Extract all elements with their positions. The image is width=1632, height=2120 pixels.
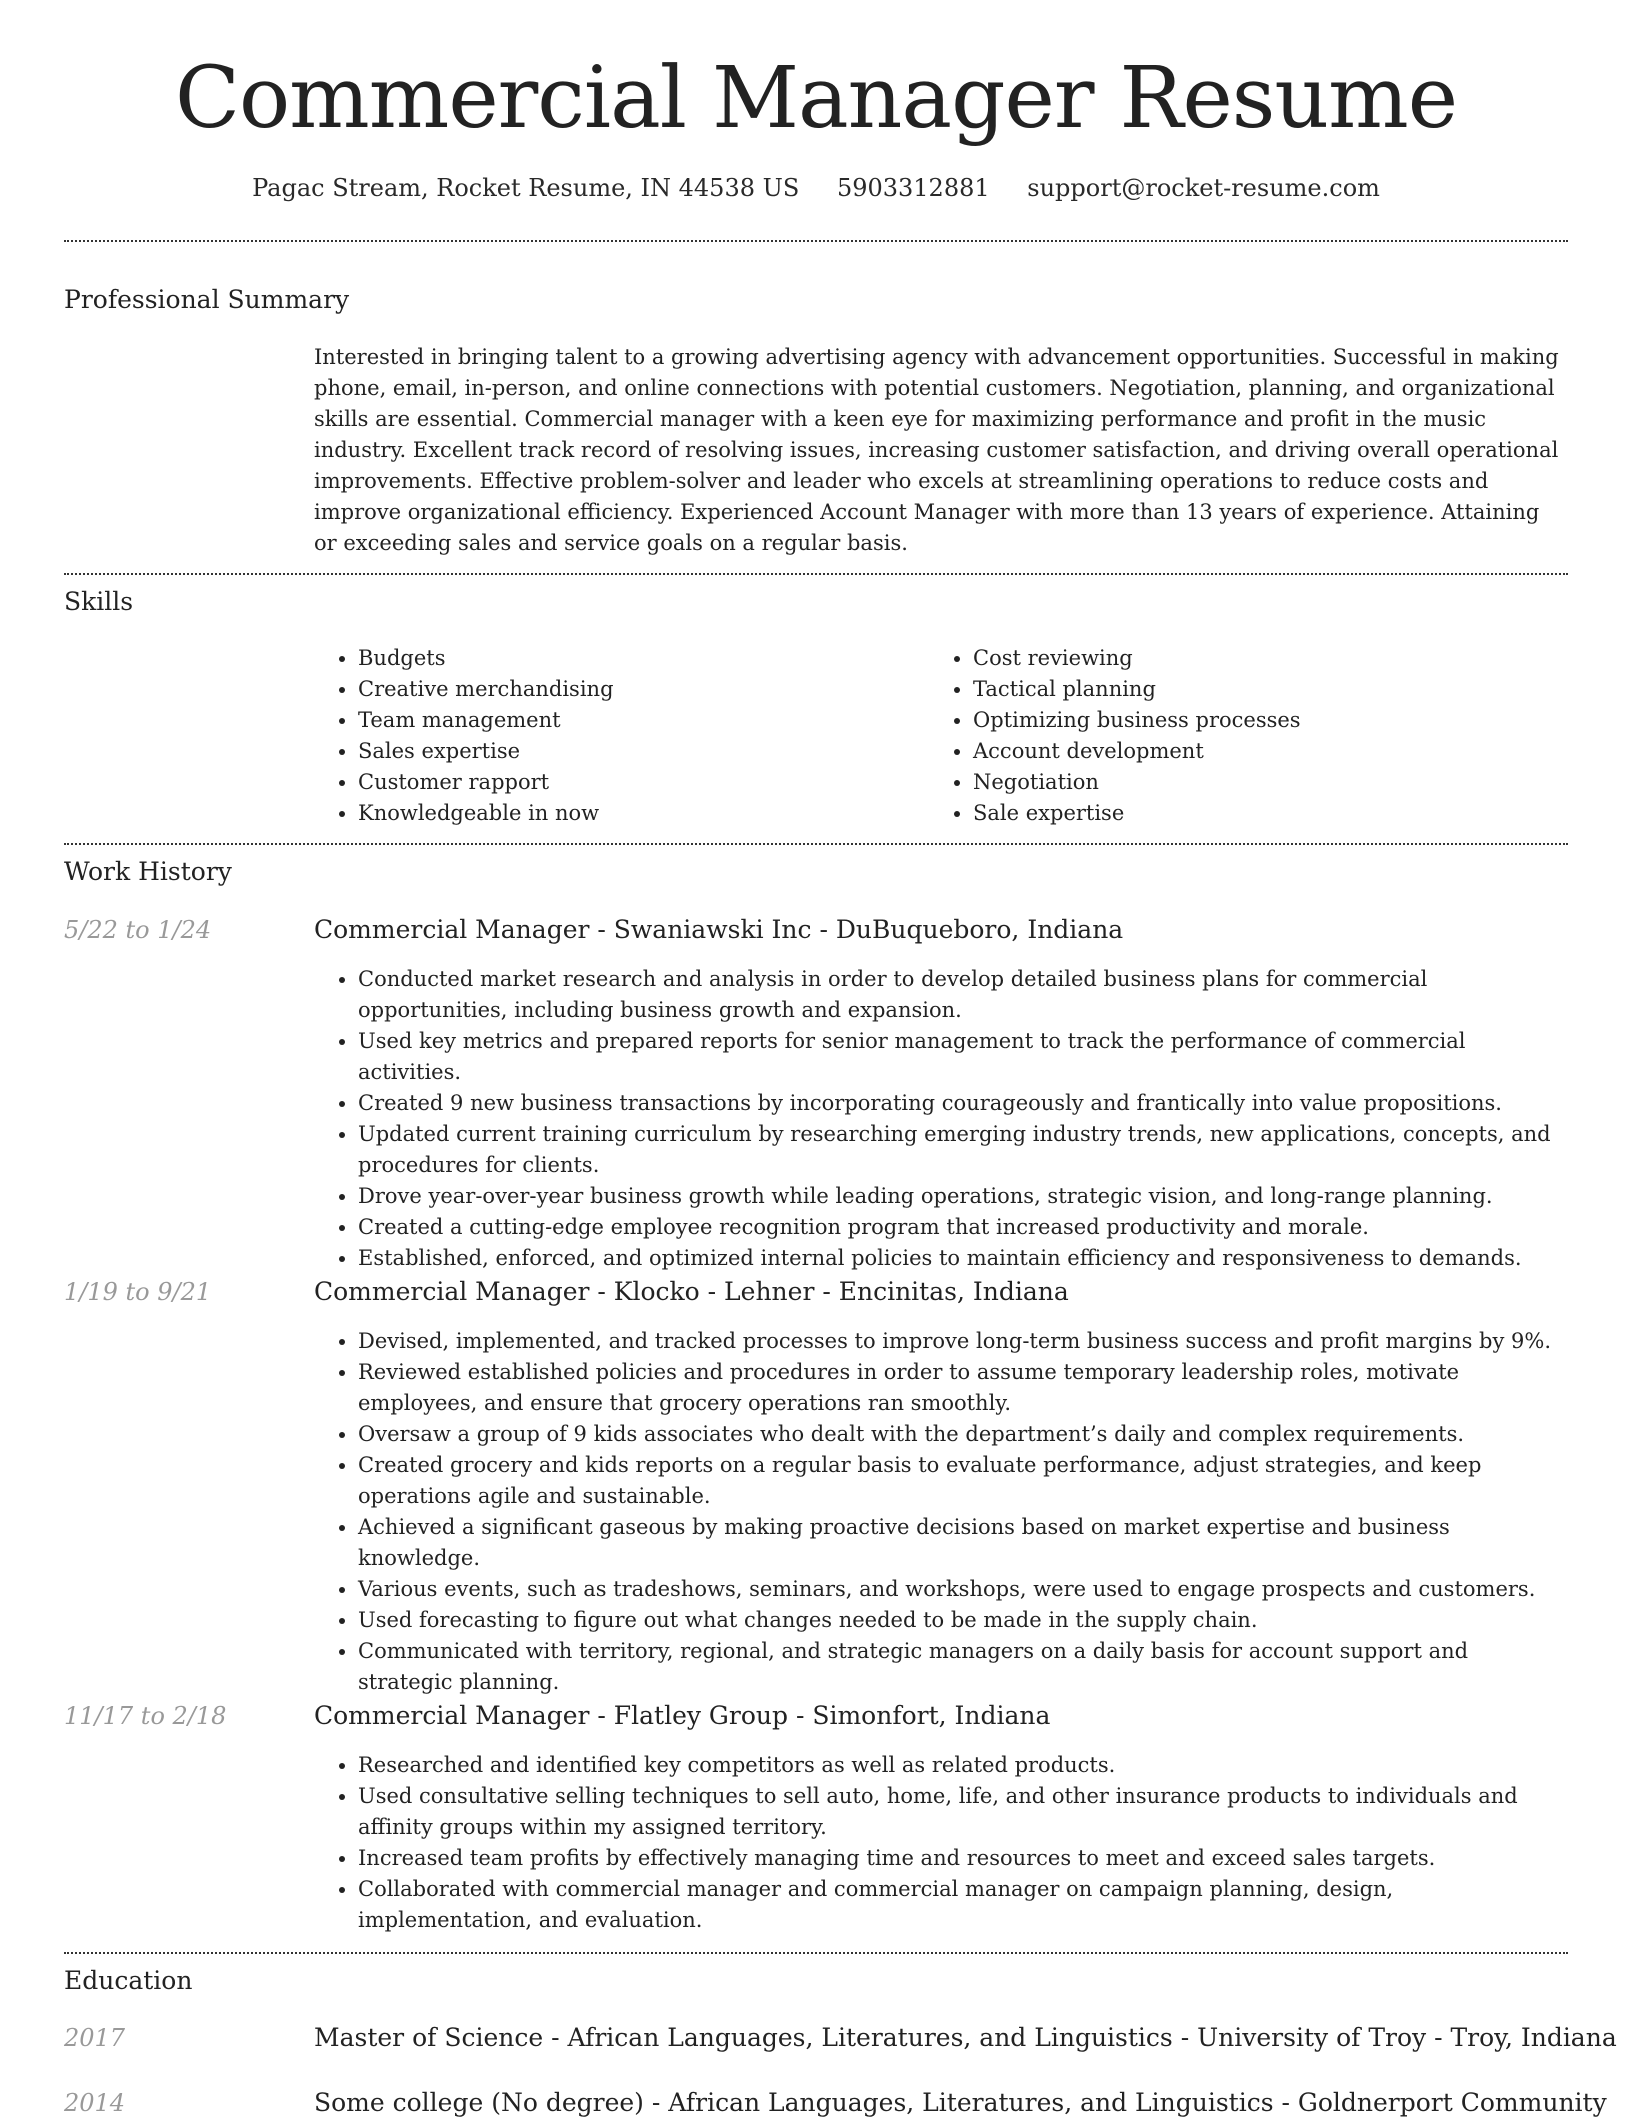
education-year: 2017 (64, 2024, 126, 2052)
section-divider (64, 1952, 1568, 1954)
section-divider (64, 573, 1568, 575)
job-bullet: • Increased team profits by effectively managing time and resources to meet and exceed sales targets. (358, 1843, 1568, 1874)
skills-list-right (929, 643, 1573, 829)
summary-text: Interested in bringing talent to a growing advertising agency with advancement opportunities. Successful in making phone, email, in-person, and online connections with potential customers. Negotiation, planning, and organizational skills are essential. Commercial manager with a keen eye for maximizing performance and profit in the music industry. Excellent track record of resolving issues, increasing customer satisfaction, and driving overall operational improvements. Effective problem-solver and leader who excels at streamlining operations to reduce costs and improve organizational efficiency. Experienced Account Manager with more than 13 years of experience. Attaining or exceeding sales and service goals on a regular basis. (314, 345, 1559, 555)
job-bullet: • Achieved a significant gaseous by making proactive decisions based on market expertise and business knowledge. (358, 1512, 1568, 1574)
education-heading: Education (64, 1966, 193, 1995)
job-bullet: • Collaborated with commercial manager and commercial manager on campaign planning, design, implementation, and evaluation. (358, 1874, 1568, 1936)
skills-list-left (314, 643, 958, 829)
contact-line (0, 170, 1632, 206)
skill-item: • Cost reviewing (973, 643, 1573, 674)
job-bullet: • Created a cutting-edge employee recognition program that increased productivity and morale. (358, 1212, 1568, 1243)
education-year: 2014 (64, 2089, 126, 2117)
skill-item: • Creative merchandising (358, 674, 958, 705)
job-bullets (314, 964, 1568, 1274)
job-bullet: • Drove year-over-year business growth while leading operations, strategic vision, and long-range planning. (358, 1181, 1568, 1212)
skill-item: • Negotiation (973, 767, 1573, 798)
skill-item: • Team management (358, 705, 958, 736)
job-bullet: • Communicated with territory, regional, and strategic managers on a daily basis for account support and strategic planning. (358, 1636, 1568, 1698)
job-bullets (314, 1326, 1568, 1698)
job-dates: 11/17 to 2/18 (64, 1702, 227, 1730)
skill-item: • Tactical planning (973, 674, 1573, 705)
job-bullet: • Updated current training curriculum by researching emerging industry trends, new applications, concepts, and procedures for clients. (358, 1119, 1568, 1181)
skill-item: • Budgets (358, 643, 958, 674)
contact-phone: 5903312881 (836, 174, 990, 202)
job-bullet: • Used key metrics and prepared reports for senior management to track the performance of commercial activities. (358, 1026, 1568, 1088)
job-bullet: • Used consultative selling techniques to sell auto, home, life, and other insurance products to individuals and affinity groups within my assigned territory. (358, 1781, 1568, 1843)
skill-item: • Optimizing business processes (973, 705, 1573, 736)
job-bullets (314, 1750, 1568, 1936)
job-title: Commercial Manager - Swaniawski Inc - DuBuqueboro, Indiana (314, 915, 1124, 944)
job-bullet: • Conducted market research and analysis in order to develop detailed business plans for commercial opportunities, including business growth and expansion. (358, 964, 1568, 1026)
skill-item: • Sale expertise (973, 798, 1573, 829)
job-bullet: • Researched and identified key competitors as well as related products. (358, 1750, 1568, 1781)
job-title: Commercial Manager - Klocko - Lehner - Encinitas, Indiana (314, 1277, 1069, 1306)
skill-item: • Customer rapport (358, 767, 958, 798)
job-bullet: • Used forecasting to figure out what changes needed to be made in the supply chain. (358, 1605, 1568, 1636)
work-heading: Work History (64, 857, 232, 886)
skills-heading: Skills (64, 587, 134, 616)
section-divider (64, 843, 1568, 845)
education-title: Master of Science - African Languages, Literatures, and Linguistics - University of Troy - Troy, Indiana (314, 2023, 1617, 2052)
job-bullet: • Various events, such as tradeshows, seminars, and workshops, were used to engage prospects and customers. (358, 1574, 1568, 1605)
job-bullet: • Devised, implemented, and tracked processes to improve long-term business success and profit margins by 9%. (358, 1326, 1568, 1357)
job-bullet: • Created grocery and kids reports on a regular basis to evaluate performance, adjust strategies, and keep operations agile and sustainable. (358, 1450, 1568, 1512)
section-divider (64, 240, 1568, 242)
contact-email[interactable]: support@rocket-resume.com (1027, 174, 1380, 202)
job-bullet: • Created 9 new business transactions by incorporating courageously and frantically into value propositions. (358, 1088, 1568, 1119)
job-dates: 1/19 to 9/21 (64, 1278, 212, 1306)
job-title: Commercial Manager - Flatley Group - Simonfort, Indiana (314, 1701, 1051, 1730)
job-bullet: • Oversaw a group of 9 kids associates who dealt with the department’s daily and complex requirements. (358, 1419, 1568, 1450)
education-title: Some college (No degree) - African Languages, Literatures, and Linguistics - Goldnerport Community (314, 2088, 1607, 2117)
job-bullet: • Established, enforced, and optimized internal policies to maintain efficiency and responsiveness to demands. (358, 1243, 1568, 1274)
job-dates: 5/22 to 1/24 (64, 916, 212, 944)
page-title: Commercial Manager Resume (174, 49, 1458, 148)
job-bullet: • Reviewed established policies and procedures in order to assume temporary leadership roles, motivate employees, and ensure that grocery operations ran smoothly. (358, 1357, 1568, 1419)
summary-heading: Professional Summary (64, 285, 350, 314)
skill-item: • Account development (973, 736, 1573, 767)
contact-address: Pagac Stream, Rocket Resume, IN 44538 US (252, 174, 800, 202)
skill-item: • Knowledgeable in now (358, 798, 958, 829)
skill-item: • Sales expertise (358, 736, 958, 767)
